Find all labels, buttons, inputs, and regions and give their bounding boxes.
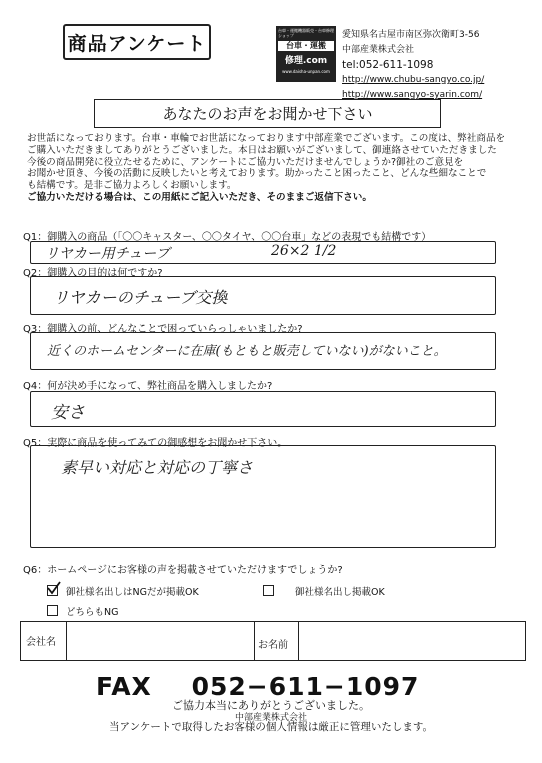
q2-answer-box[interactable] — [30, 276, 496, 315]
intro-line: も結構です。是非ご協力よろしくお願いします。 — [27, 180, 237, 192]
company-name: 中部産業株式会社 — [342, 45, 415, 55]
q1-answer: リヤカー用チューブ — [45, 246, 170, 262]
q5-answer: 素早い対応と対応の丁寧さ — [61, 458, 254, 477]
q4-label: Q4：何が決め手になって、弊社商品を購入しましたか? — [23, 381, 273, 392]
company-tel: tel:052-611-1098 — [342, 59, 434, 71]
intro-instruction: ご協力いただける場合は、この用紙にご記入いただき、そのままご返信下さい。 — [27, 191, 372, 203]
q4-answer-box[interactable] — [30, 391, 496, 427]
q5-label: Q5：実際に商品を使ってみての御感想をお聞かせ下さい。 — [23, 438, 288, 449]
q6-label: Q6：ホームページにお客様の声を掲載させていただけますでしょうか? — [23, 565, 343, 576]
page-title: 商品アンケート — [63, 24, 211, 60]
company-address: 愛知県名古屋市南区弥次衛町3-56 — [342, 30, 480, 40]
q4-answer: 安さ — [51, 403, 85, 423]
intro-line: 今後の商品開発に役立たせるために、アンケートにご協力いただけませんでしょうか?御社のご意見を — [27, 156, 464, 168]
option-name-ng-checkbox[interactable] — [47, 585, 58, 596]
company-name-label: 会社名 — [26, 637, 56, 648]
fax-number: 052−611−1097 — [191, 672, 420, 701]
logo-line2: 修理.com — [284, 56, 328, 66]
logo-line1: 台車・運搬 — [278, 41, 334, 51]
intro-line: お聞かせ頂き、今後の活動に反映したいと考えております。助かったこと困ったこと、どんな些細なことで — [27, 168, 487, 180]
q1-size: 26×2 1/2 — [271, 243, 337, 259]
q5-answer-box[interactable] — [30, 445, 496, 548]
q3-label: Q3：御購入の前、どんなことで困っていらっしゃいましたか? — [23, 324, 303, 335]
intro-text — [27, 133, 522, 204]
option-name-ng-label: 御社様名出しはNGだが掲載OK — [66, 587, 199, 598]
thanks-text: ご協力本当にありがとうございました。 — [172, 699, 370, 712]
q2-label: Q2：御購入の目的は何ですか? — [23, 268, 163, 279]
logo-tagline: 台車・運搬機器販売・台車修理ショップ — [278, 28, 334, 38]
option-name-ok-label: 御社様名出し掲載OK — [295, 587, 385, 598]
q1-label: Q1：御購入の商品（「〇〇キャスター、〇〇タイヤ、〇〇台車」などの表現でも結構です） — [23, 232, 432, 243]
fax-label: FAX — [96, 672, 152, 701]
company-info — [342, 28, 484, 103]
person-name-label: お名前 — [258, 640, 288, 651]
intro-line: ご購入いただきましてありがとうございました。本日はお願いがございまして、御連絡させていただきました — [27, 144, 497, 156]
intro-line: お世話になっております。台車・車輪でお世話になっております中部産業でございます。この度は、弊社商品を — [27, 133, 506, 144]
q3-answer: 近くのホームセンターに在庫(もともと販売していない)がないこと。 — [47, 344, 447, 359]
contact-table — [20, 621, 526, 661]
person-name-field[interactable] — [301, 623, 523, 659]
check-icon — [46, 581, 62, 595]
company-url-2[interactable]: http://www.sangyo-syarin.com/ — [342, 90, 483, 100]
option-both-ng-label: どちらもNG — [66, 607, 119, 618]
footer-company: 中部産業株式会社 — [234, 713, 307, 723]
q1-answer-box[interactable] — [30, 241, 496, 264]
company-url-1[interactable]: http://www.chubu-sangyo.co.jp/ — [342, 75, 485, 85]
q2-answer: リヤカーのチューブ交換 — [53, 288, 228, 307]
survey-heading: あなたのお声をお聞かせ下さい — [94, 99, 441, 128]
company-logo — [276, 26, 336, 82]
company-name-field[interactable] — [68, 623, 252, 659]
q3-answer-box[interactable] — [30, 332, 496, 370]
privacy-notice: 当アンケートで取得したお客様の個人情報は厳正に管理いたします。 — [108, 721, 434, 733]
option-both-ng-checkbox[interactable] — [47, 605, 58, 616]
logo-url: www.daisha-unpan.com — [282, 69, 330, 74]
option-name-ok-checkbox[interactable] — [263, 585, 274, 596]
